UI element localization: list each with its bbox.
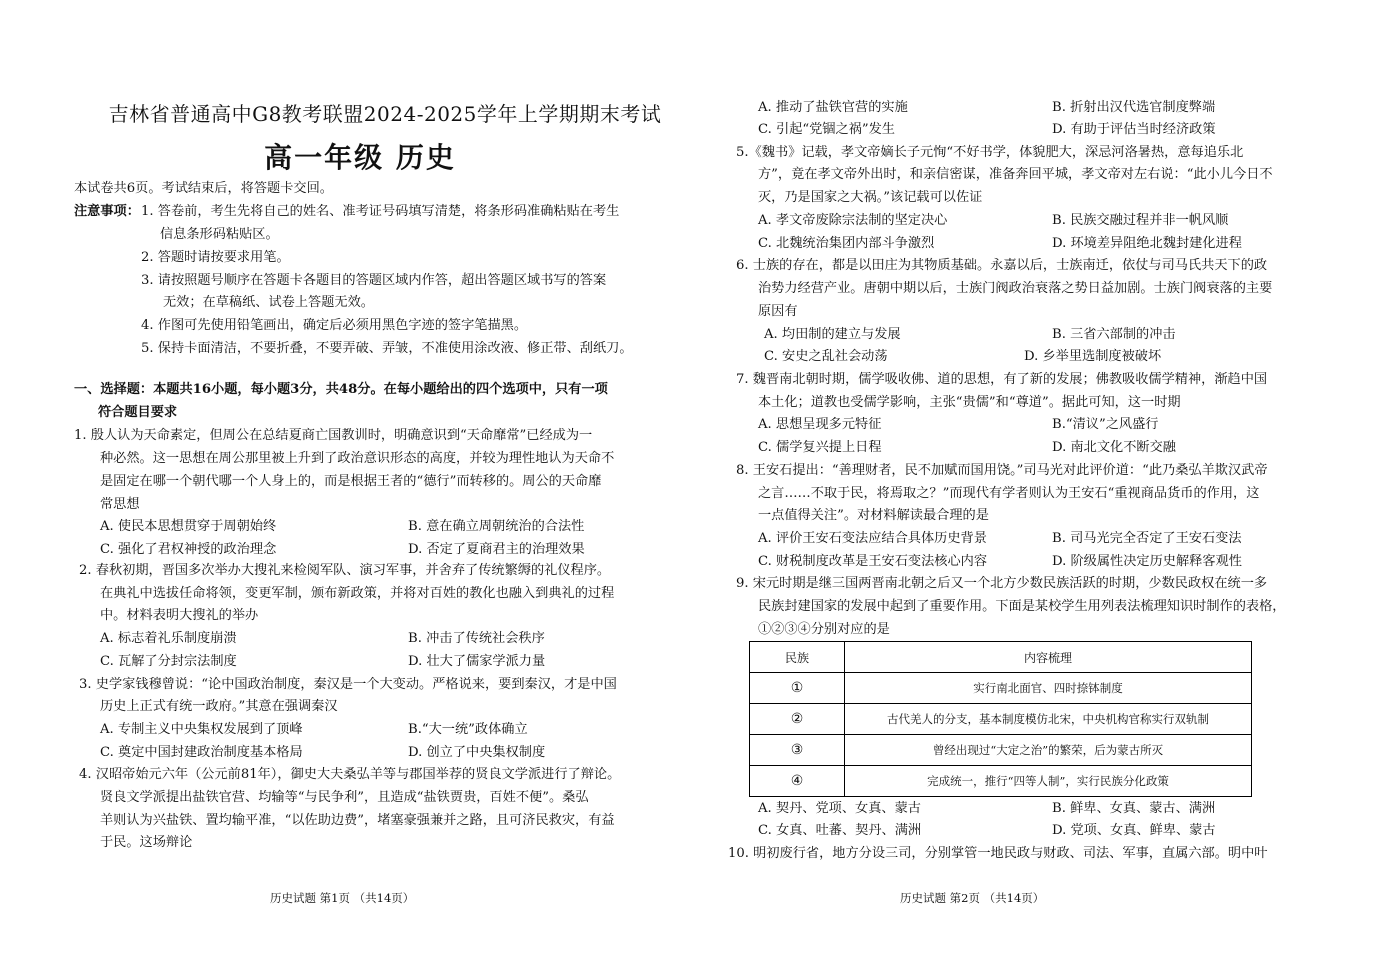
notice-line: 2. 答题时请按要求用笔。 xyxy=(141,250,290,265)
question-8-line: 8. 王安石提出：“善理财者，民不加赋而国用饶。”司马光对此评价道：“此乃桑弘羊欺汉武帝 xyxy=(736,463,1268,478)
question-5-option-c: C. 北魏统治集团内部斗争激烈 xyxy=(758,236,935,251)
question-4-option-b: B. 折射出汉代选官制度弊端 xyxy=(1052,100,1216,115)
question-9-option-b: B. 鲜卑、女真、蒙古、满洲 xyxy=(1052,801,1216,816)
question-3-option-b: B.“大一统”政体确立 xyxy=(408,722,528,737)
table-header-content: 内容梳理 xyxy=(845,642,1252,673)
page-footer-right: 历史试题 第2页 （共14页） xyxy=(900,891,1045,905)
question-8-option-b: B. 司马光完全否定了王安石变法 xyxy=(1052,531,1242,546)
question-9-option-c: C. 女真、吐蕃、契丹、满洲 xyxy=(758,823,922,838)
question-1-option-c: C. 强化了君权神授的政治理念 xyxy=(100,542,277,557)
notice-label: 注意事项： xyxy=(74,204,140,219)
question-6-option-d: D. 乡举里选制度被破坏 xyxy=(1024,349,1162,364)
notice-line: 4. 作图可先使用铅笔画出，确定后必须用黑色字迹的签字笔描黑。 xyxy=(141,318,528,333)
question-8-option-d: D. 阶级属性决定历史解释客观性 xyxy=(1052,554,1242,569)
question-4-option-d: D. 有助于评估当时经济政策 xyxy=(1052,122,1216,137)
question-9-line: ①②③④分别对应的是 xyxy=(758,622,890,637)
notice-line: 信息条形码粘贴区。 xyxy=(160,227,279,242)
question-4-line: 4. 汉昭帝始元六年（公元前81年），御史大夫桑弘羊等与郡国举荐的贤良文学派进行了辩论。 xyxy=(79,767,621,782)
question-6-line: 治势力经营产业。唐朝中期以后，士族门阀政治衰落之势日益加剧。士族门阀衰落的主要 xyxy=(758,281,1273,296)
page-right xyxy=(688,0,1375,971)
question-2-option-d: D. 壮大了儒家学派力量 xyxy=(408,654,546,669)
notice-line: 3. 请按照题号顺序在答题卡各题目的答题区域内作答，超出答题区域书写的答案 xyxy=(141,273,607,288)
table-cell-mark: ③ xyxy=(750,735,845,766)
question-8-line: 之言……不取于民，将焉取之？”而现代有学者则认为王安石“重视商品货币的作用，这 xyxy=(758,486,1260,501)
question-4-line: 于民。这场辩论 xyxy=(100,835,193,850)
question-6-line: 6. 士族的存在，都是以田庄为其物质基础。永嘉以后，士族南迁，依仗与司马氏共天下的政 xyxy=(736,258,1268,273)
question-9-line: 民族封建国家的发展中起到了重要作用。下面是某校学生用列表法梳理知识时制作的表格， xyxy=(758,599,1286,614)
question-4-line: 贤良文学派提出盐铁官营、均输等“与民争利”，且造成“盐铁贾贵，百姓不便”。桑弘 xyxy=(100,790,589,805)
table-cell-content: 曾经出现过“大定之治”的繁荣，后为蒙古所灭 xyxy=(845,735,1252,766)
question-1-option-b: B. 意在确立周朝统治的合法性 xyxy=(408,519,585,534)
table-row xyxy=(750,735,1252,766)
question-6-option-c: C. 安史之乱社会动荡 xyxy=(764,349,888,364)
page-footer-left: 历史试题 第1页 （共14页） xyxy=(270,891,415,905)
question-3-line: 历史上正式有统一政府。”其意在强调秦汉 xyxy=(100,699,338,714)
question-7-option-b: B.“清议”之风盛行 xyxy=(1052,417,1159,432)
table-header-ethnicity: 民族 xyxy=(750,642,845,673)
question-4-line: 羊则认为兴盐铁、置均输平准，“以佐助边费”，堵塞豪强兼并之路，且可济民救灾，有益 xyxy=(100,813,615,828)
question-4-option-c: C. 引起“党锢之祸”发生 xyxy=(758,122,895,137)
question-5-option-d: D. 环境差异阻绝北魏封建化进程 xyxy=(1052,236,1242,251)
exam-subtitle: 高一年级 历史 xyxy=(264,141,456,174)
question-7-option-a: A. 思想呈现多元特征 xyxy=(758,417,882,432)
question-1-option-d: D. 否定了夏商君主的治理效果 xyxy=(408,542,585,557)
question-3-line: 3. 史学家钱穆曾说：“论中国政治制度，秦汉是一个大变动。严格说来，要到秦汉，才是中国 xyxy=(79,677,617,692)
question-7-line: 7. 魏晋南北朝时期，儒学吸收佛、道的思想，有了新的发展；佛教吸收儒学精神，渐趋中国 xyxy=(736,372,1268,387)
question-2-option-a: A. 标志着礼乐制度崩溃 xyxy=(100,631,237,646)
question-1-line: 1. 殷人认为天命素定，但周公在总结夏商亡国教训时，明确意识到“天命靡常”已经成为一 xyxy=(74,428,593,443)
question-9-option-a: A. 契丹、党项、女真、蒙古 xyxy=(758,801,921,816)
question-3-option-d: D. 创立了中央集权制度 xyxy=(408,745,546,760)
question-7-line: 本土化；道教也受儒学影响，主张“贵儒”和“尊道”。据此可知，这一时期 xyxy=(758,395,1181,410)
question-3-option-a: A. 专制主义中央集权发展到了顶峰 xyxy=(100,722,303,737)
question-6-option-a: A. 均田制的建立与发展 xyxy=(764,327,901,342)
question-10-line: 10. 明初废行省，地方分设三司，分别掌管一地民政与财政、司法、军事，直属六部。明中叶 xyxy=(728,846,1268,861)
question-1-option-a: A. 使民本思想贯穿于周朝始终 xyxy=(100,519,277,534)
table-row xyxy=(750,673,1252,704)
question-9-line: 9. 宋元时期是继三国两晋南北朝之后又一个北方少数民族活跃的时期，少数民政权在统一多 xyxy=(736,576,1268,591)
question-5-line: 方”，竟在孝文帝外出时，和亲信密谋，准备奔回平城，孝文帝对左右说：“此小儿今日不 xyxy=(758,167,1273,182)
question-2-line: 中。材料表明大搜礼的举办 xyxy=(100,608,259,623)
table-cell-content: 完成统一，推行“四等人制”，实行民族分化政策 xyxy=(845,766,1252,797)
section-heading: 一、选择题：本题共16小题，每小题3分，共48分。在每小题给出的四个选项中，只有一项 xyxy=(74,382,608,397)
table-cell-mark: ① xyxy=(750,673,845,704)
question-1-line: 种必然。这一思想在周公那里被上升到了政治意识形态的高度，并较为理性地认为天命不 xyxy=(100,451,615,466)
question-1-line: 是固定在哪一个朝代哪一个人身上的，而是根据王者的“德行”而转移的。周公的天命靡 xyxy=(100,474,602,489)
question-2-line: 在典礼中选拔任命将领，变更军制，颁布新政策，并将对百姓的教化也融入到典礼的过程 xyxy=(100,586,615,601)
table-row xyxy=(750,704,1252,735)
notice-line: 1. 答卷前，考生先将自己的姓名、准考证号码填写清楚，将条形码准确粘贴在考生 xyxy=(141,204,620,219)
question-2-line: 2. 春秋初期，晋国多次举办大搜礼来检阅军队、演习军事，并舍弃了传统繁缛的礼仪程序。 xyxy=(79,563,611,578)
question-5-option-b: B. 民族交融过程并非一帆风顺 xyxy=(1052,213,1229,228)
question-9-option-d: D. 党项、女真、鲜卑、蒙古 xyxy=(1052,823,1216,838)
table-cell-content: 古代羌人的分支，基本制度模仿北宋，中央机构官称实行双轨制 xyxy=(845,704,1252,735)
question-7-option-c: C. 儒学复兴提上日程 xyxy=(758,440,882,455)
question-2-option-c: C. 瓦解了分封宗法制度 xyxy=(100,654,237,669)
question-8-option-a: A. 评价王安石变法应结合具体历史背景 xyxy=(758,531,987,546)
knowledge-table xyxy=(749,641,1252,797)
intro-text: 本试卷共6页。考试结束后，将答题卡交回。 xyxy=(74,181,333,196)
notice-line: 5. 保持卡面清洁，不要折叠，不要弄破、弄皱，不准使用涂改液、修正带、刮纸刀。 xyxy=(141,341,633,356)
table-cell-mark: ② xyxy=(750,704,845,735)
section-heading: 符合题目要求 xyxy=(98,405,178,420)
question-8-option-c: C. 财税制度改革是王安石变法核心内容 xyxy=(758,554,988,569)
table-header-row xyxy=(750,642,1252,673)
question-6-line: 原因有 xyxy=(758,304,798,319)
question-7-option-d: D. 南北文化不断交融 xyxy=(1052,440,1176,455)
question-5-option-a: A. 孝文帝废除宗法制的坚定决心 xyxy=(758,213,948,228)
question-1-line: 常思想 xyxy=(100,497,140,512)
table-row xyxy=(750,766,1252,797)
question-3-option-c: C. 奠定中国封建政治制度基本格局 xyxy=(100,745,303,760)
table-cell-mark: ④ xyxy=(750,766,845,797)
exam-title: 吉林省普通高中G8教考联盟2024-2025学年上学期期末考试 xyxy=(108,102,662,126)
table-cell-content: 实行南北面官、四时捺钵制度 xyxy=(845,673,1252,704)
question-5-line: 5.《魏书》记载，孝文帝嫡长子元恂“不好书学，体貌肥大，深忌河洛暑热，意每追乐北 xyxy=(736,145,1244,160)
question-5-line: 灭，乃是国家之大祸。”该记载可以佐证 xyxy=(758,190,983,205)
question-4-option-a: A. 推动了盐铁官营的实施 xyxy=(758,100,908,115)
notice-line: 无效；在草稿纸、试卷上答题无效。 xyxy=(163,295,374,310)
question-8-line: 一点值得关注”。对材料解读最合理的是 xyxy=(758,508,989,523)
question-6-option-b: B. 三省六部制的冲击 xyxy=(1052,327,1176,342)
question-2-option-b: B. 冲击了传统社会秩序 xyxy=(408,631,545,646)
